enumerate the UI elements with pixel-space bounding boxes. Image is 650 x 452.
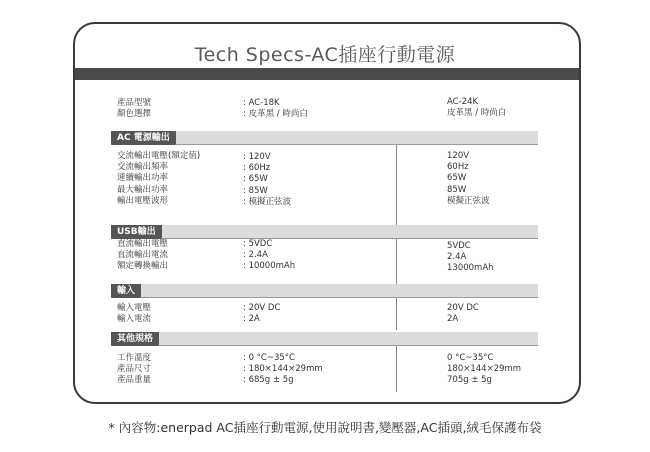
header-labels: 產品型號 顏色選擇 (117, 98, 152, 120)
ac-output-ac18k-values: : 120V : 60Hz : 65W : 85W : 模擬正弦波 (243, 152, 292, 207)
section-label-usb-output: USB輸出 (111, 225, 162, 239)
usb-output-ac18k-values: : 5VDC : 2.4A : 10000mAh (243, 239, 296, 272)
ac-output-labels: 交流輸出電壓(額定值) 交流輸出頻率 連續輸出功率 最大輸出功率 輸出電壓波形 (117, 151, 201, 206)
section-bar-usb-output (111, 225, 538, 239)
input-labels: 輸入電壓 輸入電流 (117, 303, 152, 325)
header-ac18k-values: : AC-18K : 皮革黑 / 時尚白 (243, 98, 308, 120)
other-specs-ac24k-values: 0 °C~35°C 180×144×29mm 705g ± 5g (447, 353, 522, 386)
package-contents-note: * 內容物:enerpad AC插座行動電源,使用說明書,變壓器,AC插頭,絨毛保護布袋 (108, 420, 542, 435)
usb-output-ac24k-values: 5VDC 2.4A 13000mAh (447, 241, 494, 274)
other-specs-labels: 工作溫度 產品尺寸 產品重量 (117, 353, 152, 386)
input-ac24k-values: 20V DC 2A (447, 303, 479, 325)
header-ac24k-values: AC-24K 皮革黑 / 時尚白 (447, 97, 507, 119)
input-ac18k-values: : 20V DC : 2A (243, 303, 281, 325)
section-label-other-specs: 其他規格 (111, 332, 159, 346)
title-divider-bar (75, 68, 579, 80)
other-specs-ac18k-values: : 0 °C~35°C : 180×144×29mm : 685g ± 5g (243, 353, 323, 386)
ac-output-ac24k-values: 120V 60Hz 65W 85W 模擬正弦波 (447, 151, 490, 206)
section-label-ac-output: AC 電源輸出 (111, 131, 176, 145)
section-bar-ac-output (111, 131, 538, 145)
usb-output-labels: 直流輸出電壓 直流輸出電流 額定轉換輸出 (117, 239, 169, 272)
column-divider (396, 239, 397, 284)
section-label-input: 輸入 (111, 284, 141, 298)
column-divider (396, 346, 397, 392)
page-title: Tech Specs-AC插座行動電源 (194, 44, 456, 66)
column-divider (396, 145, 397, 225)
section-bar-other-specs (111, 332, 538, 346)
section-bar-input (111, 284, 538, 298)
column-divider (396, 298, 397, 330)
